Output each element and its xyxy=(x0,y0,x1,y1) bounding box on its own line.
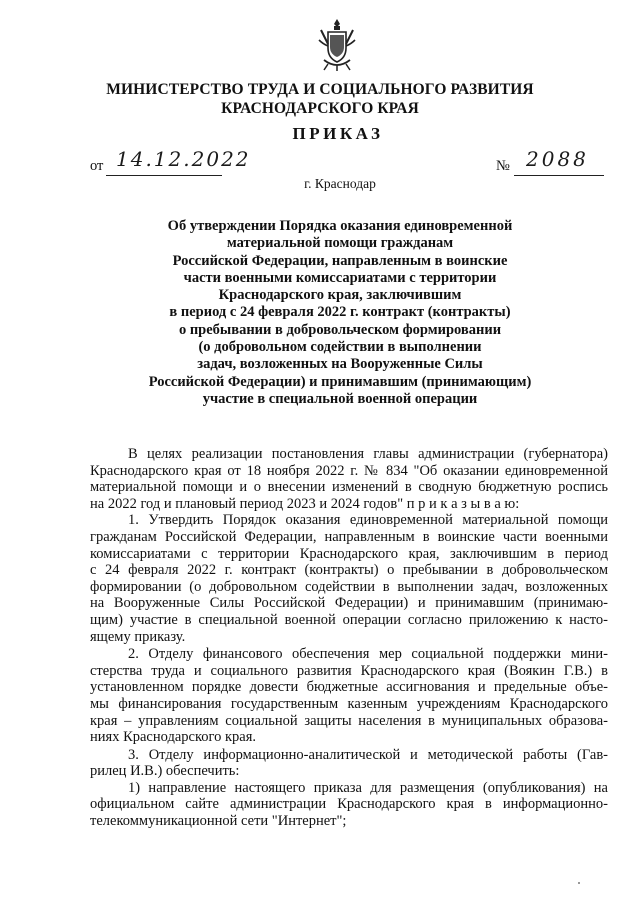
city: г. Краснодар xyxy=(304,176,376,191)
body-line: установленном порядке довести бюджетные ассигнования и предельные объе- xyxy=(90,679,608,696)
body-line: 1. Утвердить Порядок оказания единовременной материальной помощи xyxy=(128,512,608,529)
body-line: щим) участие в специальной военной операции согласно приложению к насто- xyxy=(90,611,608,628)
order-title: ПРИКАЗ xyxy=(292,124,384,143)
subject-line: задач, возложенных на Вооруженные Силы xyxy=(197,356,483,373)
body-line: официальном сайте администрации Краснодарского края в информационно- xyxy=(90,796,608,813)
body-line: ниях Краснодарского края. xyxy=(90,729,256,746)
body-line: 2. Отделу финансового обеспечения мер социальной поддержки мини- xyxy=(128,646,608,663)
body-line: материальной помощи и о внесении изменений в сводную бюджетную роспись xyxy=(90,479,608,496)
body-line: края – управлениям социальной защиты населения в муниципальных образова- xyxy=(90,712,608,729)
subject-line: (о добровольном содействии в выполнении xyxy=(198,339,482,356)
order-date-handwritten: 14.12.2022 xyxy=(116,147,251,171)
body-line: стерства труда и социального развития Краснодарского края (Воякин Г.В.) в xyxy=(90,662,608,679)
order-subject xyxy=(120,218,560,408)
body-line: Краснодарского края от 18 ноября 2022 г. № 834 "Об оказании единовременной xyxy=(90,462,608,479)
body-line: телекоммуникационной сети "Интернет"; xyxy=(90,813,347,830)
body-line: гражданам Российской Федерации, направленным в воинские части военными xyxy=(90,528,608,545)
ministry-line-2: КРАСНОДАРСКОГО КРАЯ xyxy=(221,100,419,117)
ministry-line-1: МИНИСТЕРСТВО ТРУДА И СОЦИАЛЬНОГО РАЗВИТИЯ xyxy=(106,81,534,98)
order-number-handwritten: 2088 xyxy=(526,147,589,171)
body-line: на Вооруженные Силы Российской Федерации) и принимавшим (принимаю- xyxy=(90,595,608,612)
body-line: формировании (о добровольном содействии в выполнении задач, возложенных xyxy=(90,578,608,595)
body-line: 3. Отделу информационно-аналитической и методической работы (Гав- xyxy=(128,746,608,763)
body-line: 1) направление настоящего приказа для размещения (опубликования) на xyxy=(128,779,608,796)
subject-line: о пребывании в добровольческом формировании xyxy=(178,321,502,338)
body-line: комиссариатами с территории Краснодарского края, заключившим в период xyxy=(90,545,608,562)
body-line: с 24 февраля 2022 г. контракт (контракты) о пребывании в добровольческом xyxy=(90,562,608,579)
order-body xyxy=(90,446,608,830)
date-prefix: от xyxy=(90,158,104,174)
body-line: мы финансирования государственным казенным учреждениям Краснодарского xyxy=(90,695,608,712)
subject-line: Российской Федерации, направленным в воинские xyxy=(172,252,508,269)
subject-line: в период с 24 февраля 2022 г. контракт (контракты) xyxy=(169,304,511,321)
subject-line: части военными комиссариатами с территории xyxy=(183,269,497,286)
subject-line: материальной помощи гражданам xyxy=(226,235,454,252)
subject-line: Российской Федерации) и принимавшим (принимающим) xyxy=(148,373,532,390)
body-line: В целях реализации постановления главы администрации (губернатора) xyxy=(128,446,608,462)
number-prefix: № xyxy=(496,158,510,174)
body-line: на 2022 год и плановый период 2023 и 2024 годов" п р и к а з ы в а ю: xyxy=(90,495,520,512)
body-line: рилец И.В.) обеспечить: xyxy=(90,763,240,780)
subject-line: Краснодарского края, заключившим xyxy=(218,287,462,304)
body-line: ящему приказу. xyxy=(90,628,186,645)
subject-line: участие в специальной военной операции xyxy=(202,390,478,407)
subject-line: Об утверждении Порядка оказания единовременной xyxy=(167,218,513,234)
coat-of-arms-icon xyxy=(318,18,356,72)
scan-artifact xyxy=(578,882,580,884)
ministry-name xyxy=(0,80,640,118)
